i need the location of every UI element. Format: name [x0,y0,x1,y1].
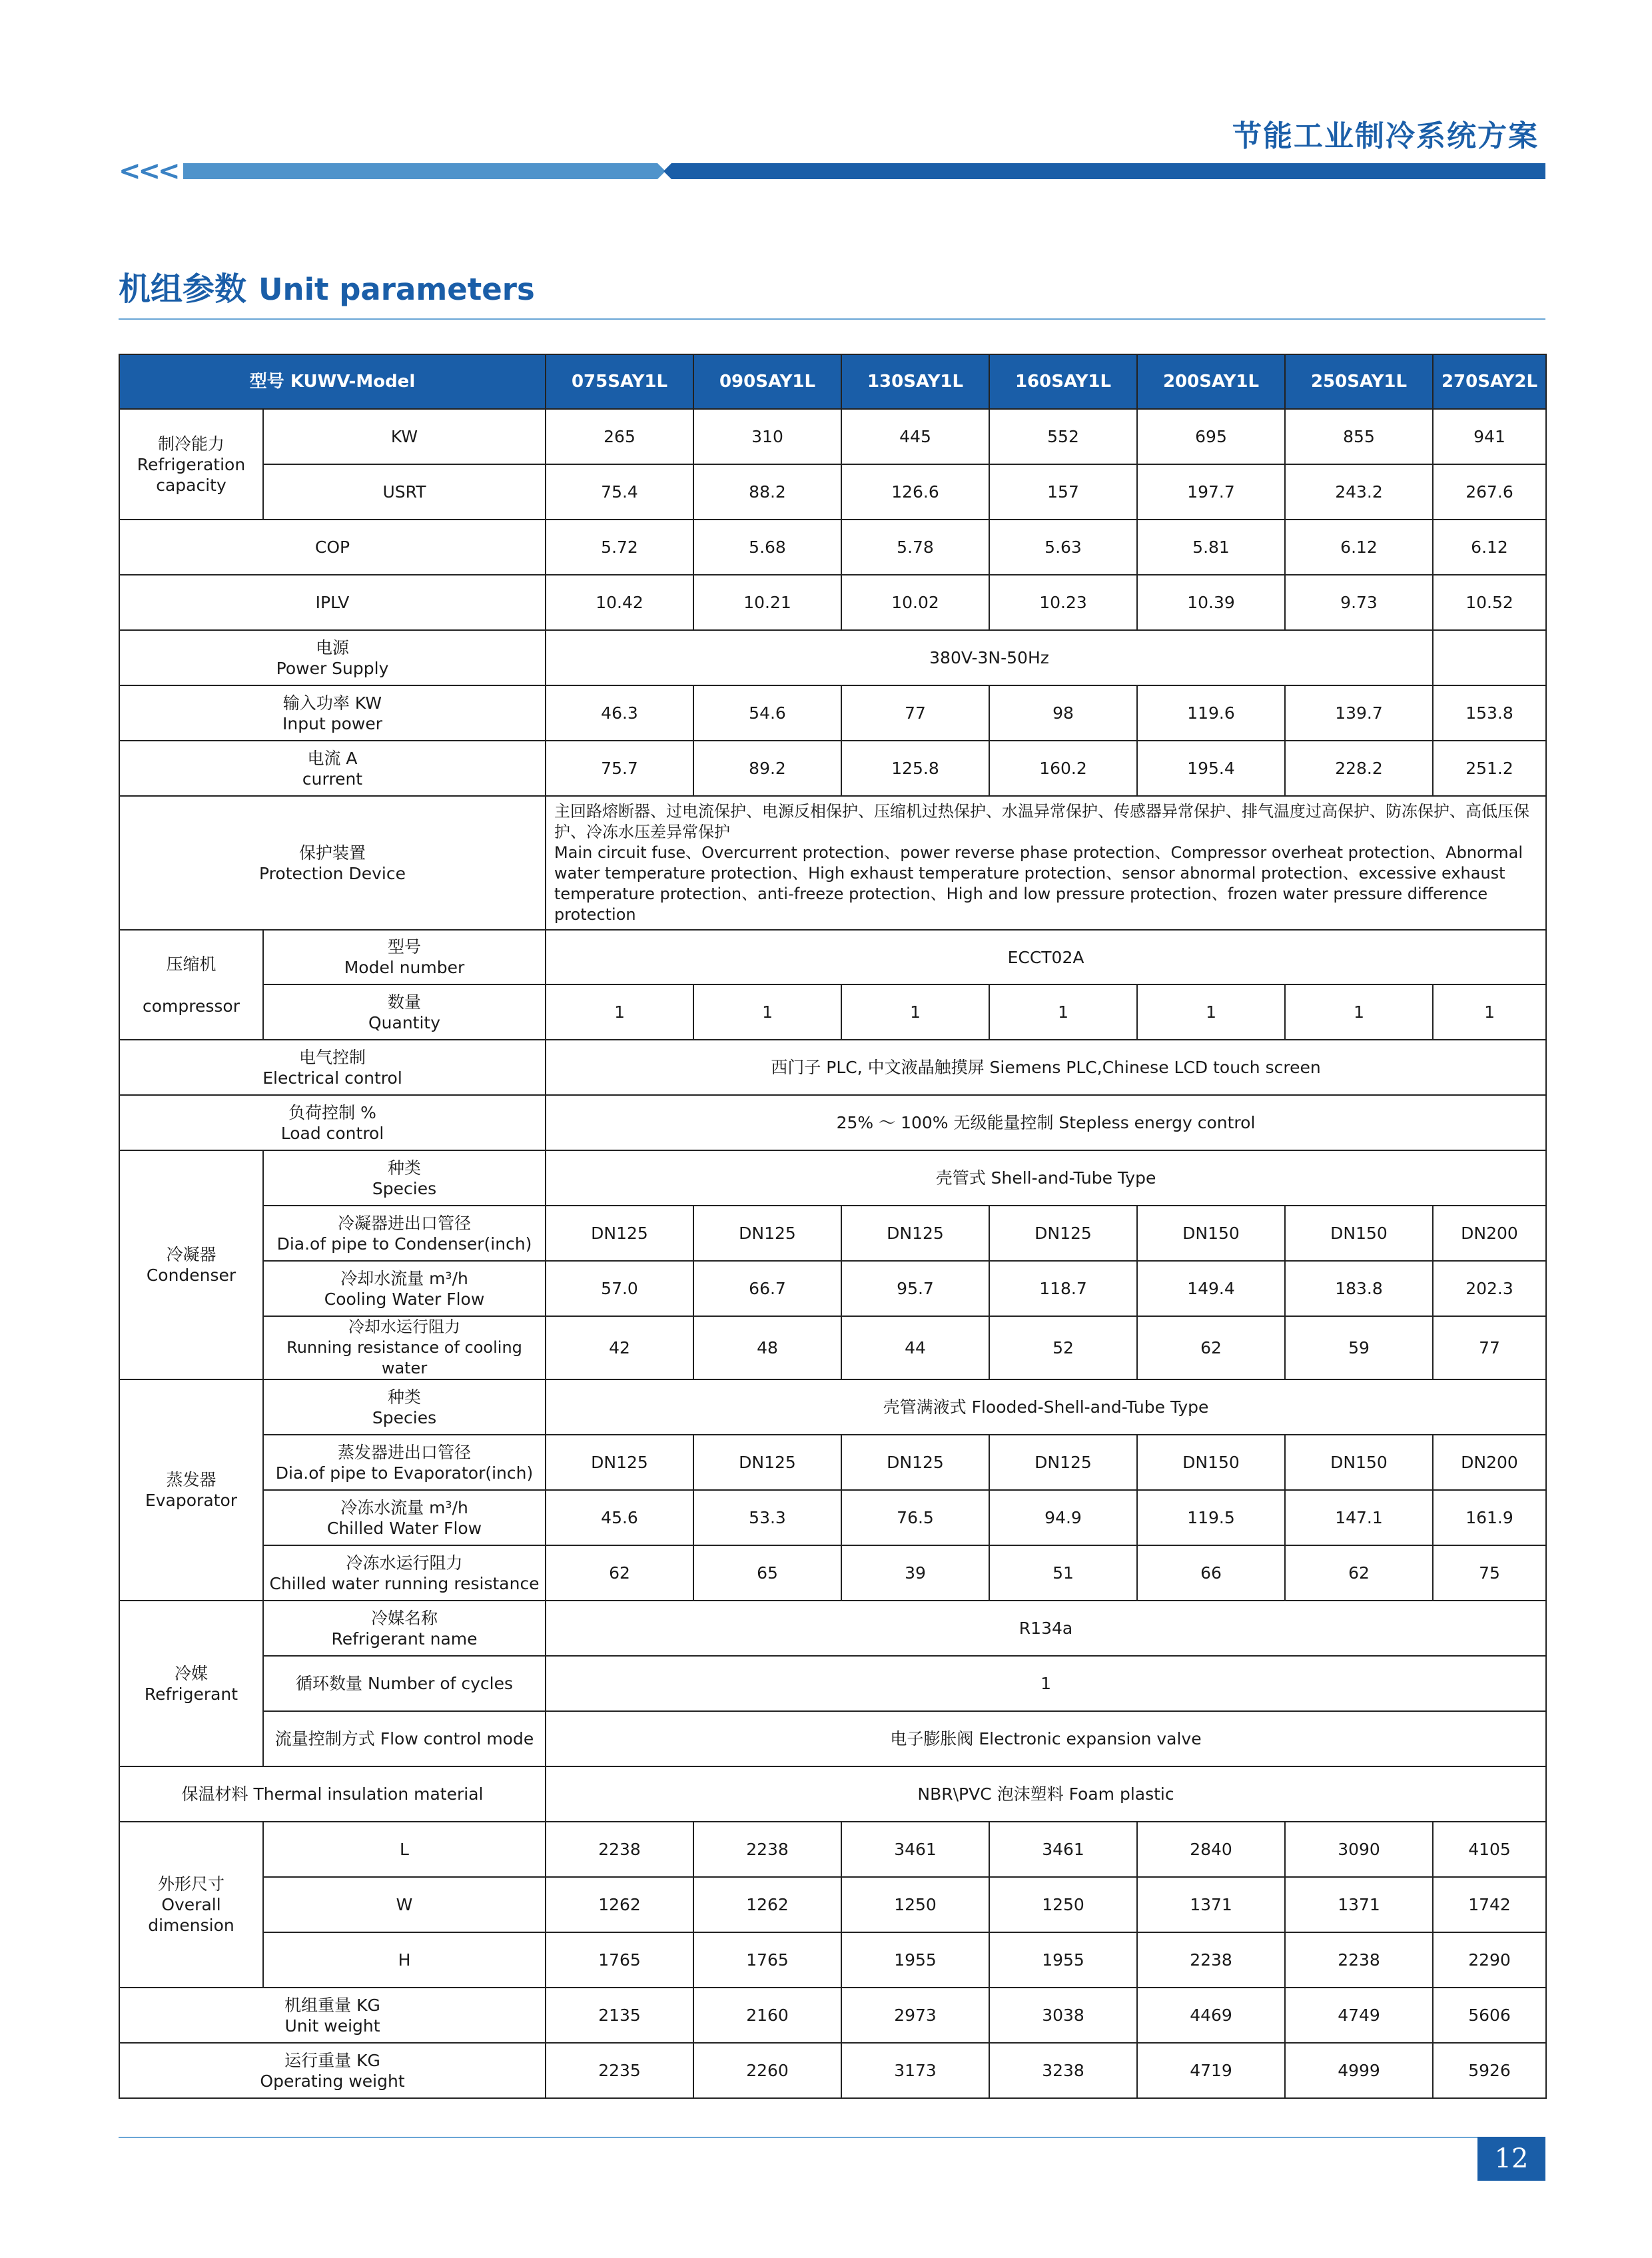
label-en: Species [372,1407,437,1427]
sub-label-cell [263,930,546,984]
label-cn: 电源 [316,637,350,657]
evaporator-label [119,1379,263,1601]
value-cell: 1262 [693,1877,841,1932]
value-cell: 6.12 [1433,520,1546,575]
value-cell: 2973 [841,1988,989,2043]
value-cell: 2235 [546,2043,693,2098]
sub-label-cell: 流量控制方式 Flow control mode [263,1711,546,1766]
value-cell: 265 [546,409,693,464]
value-cell: 3461 [841,1822,989,1877]
value-cell: 310 [693,409,841,464]
value-cell: 855 [1285,409,1433,464]
label-cn: 冷媒 [174,1663,208,1683]
sub-label-cell: USRT [263,464,546,520]
label-cn: 保护装置 [299,843,366,863]
value-cell: 1250 [989,1877,1137,1932]
value-cell: 157 [989,464,1137,520]
compressor-label [119,930,263,1040]
value-cell: 66.7 [693,1261,841,1316]
refrigerant-label [119,1601,263,1766]
value-cell: 51 [989,1545,1137,1601]
value-cell: 5.72 [546,520,693,575]
value-cell: 3238 [989,2043,1137,2098]
value-cell: 57.0 [546,1261,693,1316]
label-en: Refrigerant [144,1684,238,1704]
label-cn: 制冷能力 [157,434,224,454]
table-row [119,1435,1546,1490]
label-cn: 机组重量 KG [284,1995,380,2015]
value-cell: 1 [546,984,693,1040]
empty-cell [1433,630,1546,685]
row-label-cell: 保温材料 Thermal insulation material [119,1766,546,1822]
refrigeration-capacity-label [119,409,263,520]
label-en: Load control [280,1123,384,1143]
model-cell: 075SAY1L [546,354,693,409]
value-cell: 3461 [989,1822,1137,1877]
table-row [119,1711,1546,1766]
row-label-cell: IPLV [119,575,546,630]
sub-label-cell: L [263,1822,546,1877]
model-cell: 250SAY1L [1285,354,1433,409]
table-header-row [119,354,1546,409]
label-en: Protection Device [259,863,406,883]
label-en: Species [372,1178,437,1198]
value-cell: 54.6 [693,685,841,741]
value-cell: 1742 [1433,1877,1546,1932]
value-cell: 76.5 [841,1490,989,1545]
label-cn: 运行重量 KG [284,2050,380,2070]
value-cell: 183.8 [1285,1261,1433,1316]
value-cell: 695 [1137,409,1285,464]
table-row [119,1877,1546,1932]
row-label-cell: COP [119,520,546,575]
label-en: Overall dimension [148,1895,234,1935]
row-label-cell [119,2043,546,2098]
table-row [119,2043,1546,2098]
label-en: current [302,769,363,789]
value-cell: 118.7 [989,1261,1137,1316]
label-en: Running resistance of cooling water [286,1338,522,1377]
value-cell: 10.42 [546,575,693,630]
table-row [119,685,1546,741]
value-cell: 197.7 [1137,464,1285,520]
label-en: Power Supply [276,658,389,678]
value-cell: 5606 [1433,1988,1546,2043]
table-row [119,1261,1546,1316]
value-cell: 2290 [1433,1932,1546,1988]
sub-label-cell [263,1435,546,1490]
value-cell: 941 [1433,409,1546,464]
model-cell: 270SAY2L [1433,354,1546,409]
table-row [119,1095,1546,1150]
value-cell: 77 [841,685,989,741]
row-label-cell [119,1040,546,1095]
label-cn: 蒸发器进出口管径 [338,1442,472,1462]
sub-label-cell [263,1261,546,1316]
sub-label-cell [263,1150,546,1206]
value-cell: 1262 [546,1877,693,1932]
value-cell: 1 [693,984,841,1040]
label-cn: 电气控制 [299,1047,366,1067]
footer-divider [119,2137,1545,2138]
model-cell: 090SAY1L [693,354,841,409]
value-cell: 88.2 [693,464,841,520]
protection-text-cn: 主回路熔断器、过电流保护、电源反相保护、压缩机过热保护、水温异常保护、传感器异常保护、排气温度过高保护、防冻保护、高低压保护、冷冻水压差异常保护 [554,801,1530,841]
label-en: compressor [143,996,240,1016]
section-title-cn: 机组参数 [119,270,247,308]
value-cell: 44 [841,1316,989,1379]
unit-parameters-table [119,354,1547,2099]
label-en: Quantity [368,1012,441,1032]
value-cell: 95.7 [841,1261,989,1316]
label-en: Refrigerant name [331,1629,478,1649]
value-cell: 59 [1285,1316,1433,1379]
value-cell: 45.6 [546,1490,693,1545]
sub-label-cell [263,1545,546,1601]
value-cell: 161.9 [1433,1490,1546,1545]
value-cell: 75.7 [546,741,693,796]
value-cell: 62 [546,1545,693,1601]
value-cell: 160.2 [989,741,1137,796]
value-cell: 1 [1433,984,1546,1040]
value-cell: DN125 [989,1206,1137,1261]
model-cell: 200SAY1L [1137,354,1285,409]
section-title [119,263,535,309]
value-cell: 195.4 [1137,741,1285,796]
value-cell: 149.4 [1137,1261,1285,1316]
value-cell: DN125 [693,1435,841,1490]
value-cell: DN150 [1285,1206,1433,1261]
label-cn: 数量 [388,992,422,1012]
sub-label-cell [263,1601,546,1656]
sub-label-cell: W [263,1877,546,1932]
value-cell: 42 [546,1316,693,1379]
protection-text-en: Main circuit fuse、Overcurrent protection、power reverse phase protection、Compressor overheat protection、Abnormal water temperature protection、High exhaust temperature protection、sensor abnormal protection、excessive exhaust temperature protection、anti-freeze protection、High and low pressure protection、frozen water pressure difference protection [554,843,1523,924]
value-cell: 62 [1137,1316,1285,1379]
value-cell: 153.8 [1433,685,1546,741]
label-cn: 冷却水运行阻力 [348,1317,460,1336]
value-cell: 4749 [1285,1988,1433,2043]
value-cell-span: 380V-3N-50Hz [546,630,1433,685]
label-cn: 外形尺寸 [157,1874,224,1894]
value-cell: 3090 [1285,1822,1433,1877]
sub-label-cell [263,1316,546,1379]
value-cell-span: ECCT02A [546,930,1546,984]
heading-divider [119,318,1545,320]
label-en: Operating weight [260,2071,405,2091]
value-cell: 5.78 [841,520,989,575]
table-row [119,1988,1546,2043]
label-en: Input power [282,713,382,733]
value-cell: 445 [841,409,989,464]
dimension-label [119,1822,263,1988]
value-cell: 5.63 [989,520,1137,575]
condenser-label [119,1150,263,1379]
value-cell: DN200 [1433,1435,1546,1490]
table-row [119,1766,1546,1822]
header-bar-light [183,163,657,179]
header-bar-dark-tip [663,163,671,179]
table-row [119,741,1546,796]
label-en: Evaporator [145,1491,238,1510]
value-cell: DN150 [1137,1435,1285,1490]
value-cell: 1 [1285,984,1433,1040]
label-en: Chilled Water Flow [326,1518,482,1538]
table-row [119,1316,1546,1379]
label-cn: 负荷控制 % [288,1102,376,1122]
value-cell: 1 [841,984,989,1040]
value-cell: 552 [989,409,1137,464]
value-cell: 2160 [693,1988,841,2043]
value-cell: 2238 [693,1822,841,1877]
row-label-cell [119,685,546,741]
label-cn: 冷媒名称 [371,1608,438,1628]
value-cell: 3173 [841,2043,989,2098]
label-cn: 压缩机 [166,954,216,974]
label-en: Electrical control [262,1068,402,1088]
label-en: Dia.of pipe to Evaporator(inch) [275,1463,534,1483]
row-label-cell [119,1095,546,1150]
value-cell: 1955 [841,1932,989,1988]
value-cell: 9.73 [1285,575,1433,630]
value-cell-span: 西门子 PLC, 中文液晶触摸屏 Siemens PLC,Chinese LCD touch screen [546,1040,1546,1095]
chevrons-decoration: <<< [119,156,178,187]
value-cell: DN125 [841,1206,989,1261]
value-cell: 2238 [1285,1932,1433,1988]
value-cell: 10.39 [1137,575,1285,630]
row-label-cell [119,630,546,685]
row-label-cell [119,1988,546,2043]
table-row [119,1379,1546,1435]
model-cell: 160SAY1L [989,354,1137,409]
value-cell: DN125 [546,1435,693,1490]
value-cell: 202.3 [1433,1261,1546,1316]
label-cn: 冷却水流量 m³/h [340,1268,468,1288]
value-cell: 39 [841,1545,989,1601]
value-cell: 251.2 [1433,741,1546,796]
label-cn: 型号 [388,937,422,956]
value-cell: 66 [1137,1545,1285,1601]
table-row [119,409,1546,464]
table-row [119,575,1546,630]
label-en: Dia.of pipe to Condenser(inch) [276,1234,532,1254]
value-cell-span: 1 [546,1656,1546,1711]
row-label-cell [119,796,546,930]
value-cell: 77 [1433,1316,1546,1379]
sub-label-cell [263,1206,546,1261]
label-cn: 冷冻水运行阻力 [346,1553,463,1573]
value-cell: 5.81 [1137,520,1285,575]
value-cell: 119.5 [1137,1490,1285,1545]
table-row [119,1656,1546,1711]
value-cell: 98 [989,685,1137,741]
header-bar-dark [671,163,1545,179]
table-row [119,1545,1546,1601]
value-cell: 1250 [841,1877,989,1932]
value-cell: 10.21 [693,575,841,630]
sub-label-cell: H [263,1932,546,1988]
value-cell: 1765 [546,1932,693,1988]
value-cell: 2840 [1137,1822,1285,1877]
value-cell: DN125 [989,1435,1137,1490]
value-cell: 94.9 [989,1490,1137,1545]
table-row [119,1932,1546,1988]
value-cell: 75 [1433,1545,1546,1601]
document-header-title: 节能工业制冷系统方案 [1232,119,1539,153]
value-cell: 2238 [546,1822,693,1877]
sub-label-cell [263,984,546,1040]
value-cell: 1371 [1285,1877,1433,1932]
value-cell: 3038 [989,1988,1137,2043]
table-row [119,1601,1546,1656]
value-cell: 53.3 [693,1490,841,1545]
value-cell-span: 电子膨胀阀 Electronic expansion valve [546,1711,1546,1766]
label-cn: 种类 [388,1387,422,1407]
label-cn: 输入功率 KW [282,693,382,713]
value-cell: 4105 [1433,1822,1546,1877]
label-en: Cooling Water Flow [324,1289,485,1309]
value-cell: DN125 [693,1206,841,1261]
label-en: Model number [344,958,465,977]
value-cell: DN125 [546,1206,693,1261]
value-cell: 48 [693,1316,841,1379]
value-cell: 10.02 [841,575,989,630]
value-cell: 125.8 [841,741,989,796]
value-cell: 62 [1285,1545,1433,1601]
label-cn: 电流 A [307,748,358,768]
value-cell-span: 25% ～ 100% 无级能量控制 Stepless energy control [546,1095,1546,1150]
value-cell: 10.52 [1433,575,1546,630]
value-cell: 147.1 [1285,1490,1433,1545]
value-cell: 1955 [989,1932,1137,1988]
value-cell-span: 壳管满液式 Flooded-Shell-and-Tube Type [546,1379,1546,1435]
value-cell: DN125 [841,1435,989,1490]
sub-label-cell [263,1490,546,1545]
value-cell: DN150 [1285,1435,1433,1490]
value-cell: 2260 [693,2043,841,2098]
value-cell: 4719 [1137,2043,1285,2098]
value-cell: 2238 [1137,1932,1285,1988]
label-cn: 蒸发器 [166,1470,216,1489]
table-row [119,630,1546,685]
value-cell: 1765 [693,1932,841,1988]
sub-label-cell: KW [263,409,546,464]
value-cell: 1 [989,984,1137,1040]
table-row [119,1822,1546,1877]
label-en: Unit weight [284,2016,380,2036]
value-cell: 1371 [1137,1877,1285,1932]
page-number: 12 [1477,2137,1545,2181]
table-row [119,1040,1546,1095]
value-cell: 1 [1137,984,1285,1040]
value-cell: 139.7 [1285,685,1433,741]
table-row [119,984,1546,1040]
label-cn: 冷冻水流量 m³/h [340,1497,468,1517]
table-row [119,464,1546,520]
value-cell: DN200 [1433,1206,1546,1261]
row-label-cell [119,741,546,796]
value-cell: 243.2 [1285,464,1433,520]
value-cell: 89.2 [693,741,841,796]
value-cell: 52 [989,1316,1137,1379]
label-en: Chilled water running resistance [269,1573,540,1593]
sub-label-cell: 循环数量 Number of cycles [263,1656,546,1711]
value-cell: DN150 [1137,1206,1285,1261]
section-title-en: Unit parameters [258,272,535,307]
value-cell: 10.23 [989,575,1137,630]
label-cn: 冷凝器 [166,1245,216,1264]
value-cell: 6.12 [1285,520,1433,575]
table-row [119,1150,1546,1206]
table-row [119,1206,1546,1261]
value-cell: 5.68 [693,520,841,575]
value-cell: 267.6 [1433,464,1546,520]
label-cn: 种类 [388,1158,422,1178]
model-cell: 130SAY1L [841,354,989,409]
table-row [119,520,1546,575]
value-cell: 75.4 [546,464,693,520]
value-cell: 4469 [1137,1988,1285,2043]
value-cell-span: NBR\PVC 泡沫塑料 Foam plastic [546,1766,1546,1822]
value-cell: 65 [693,1545,841,1601]
label-en: Refrigeration capacity [137,454,246,495]
value-cell: 2135 [546,1988,693,2043]
value-cell: 4999 [1285,2043,1433,2098]
value-cell: 5926 [1433,2043,1546,2098]
value-cell-span: R134a [546,1601,1546,1656]
model-header-cell: 型号 KUWV-Model [119,354,546,409]
value-cell-span: 壳管式 Shell-and-Tube Type [546,1150,1546,1206]
value-cell: 228.2 [1285,741,1433,796]
value-cell: 119.6 [1137,685,1285,741]
sub-label-cell [263,1379,546,1435]
table-row [119,930,1546,984]
value-cell: 126.6 [841,464,989,520]
protection-description-cell [546,796,1546,930]
table-row [119,796,1546,930]
label-cn: 冷凝器进出口管径 [338,1213,472,1233]
table-row [119,1490,1546,1545]
value-cell: 46.3 [546,685,693,741]
label-en: Condenser [146,1266,236,1285]
